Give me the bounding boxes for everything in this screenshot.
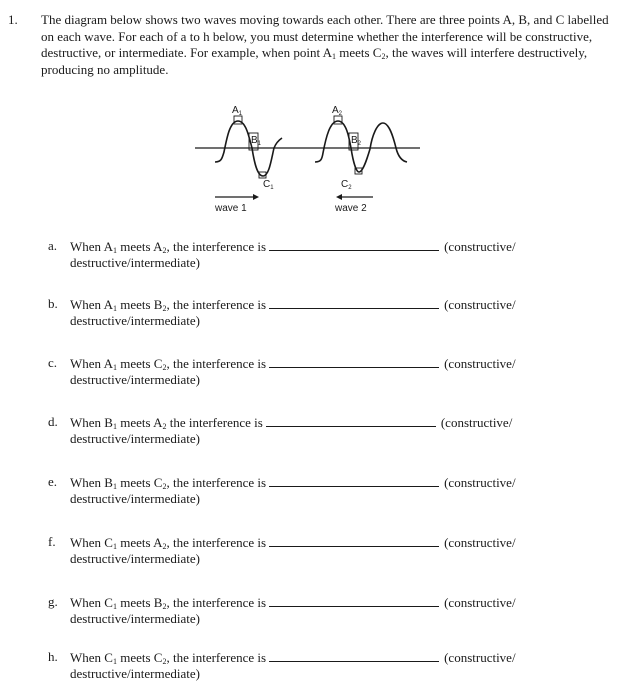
label-c2: $C_2$ (341, 179, 352, 191)
label-a2: $A_2$ (332, 105, 343, 117)
answer-blank-f[interactable] (269, 534, 439, 547)
point-a2-marker (334, 116, 342, 124)
question-number: 1. (8, 12, 18, 27)
answer-blank-d[interactable] (266, 414, 436, 427)
label-a1: $A_1$ (232, 105, 243, 117)
answer-blank-a[interactable] (269, 238, 439, 251)
answer-blank-e[interactable] (269, 474, 439, 487)
wave-1-label: wave 1 (215, 203, 247, 214)
intro-text: The diagram below shows two waves moving towards each other. There are three points A, B, and C labelled on each wave. For each of a to h below, you must determine whether the interference will be constructive, destructive, or intermediate. For example, when point $A_1$ meets $C_2$, the waves will interfere destructively, producing no amplitude. (41, 12, 609, 77)
wave-2-arrowhead (336, 194, 342, 200)
label-b2: $B_2$ (351, 135, 362, 147)
question-intro (8, 12, 623, 78)
wave-2-label: wave 2 (335, 203, 367, 214)
wave-1-arrowhead (253, 194, 259, 200)
answer-blank-g[interactable] (269, 594, 439, 607)
point-a1-marker (234, 116, 242, 124)
wave-diagram (195, 101, 420, 221)
answer-blank-h[interactable] (269, 649, 439, 662)
label-c1: $C_1$ (263, 179, 274, 191)
answer-blank-b[interactable] (269, 296, 439, 309)
answer-blank-c[interactable] (269, 355, 439, 368)
label-b1: $B_1$ (251, 135, 262, 147)
